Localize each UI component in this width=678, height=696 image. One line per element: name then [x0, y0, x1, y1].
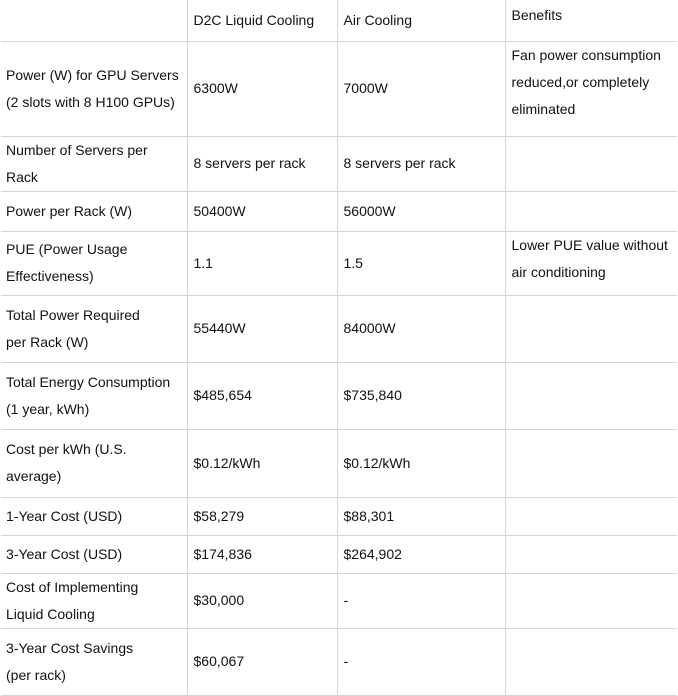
d2c-value-cell: 55440W	[187, 295, 337, 362]
row-label-line: Power per Rack (W)	[6, 202, 133, 219]
air-value-cell: $264,902	[337, 535, 505, 573]
air-value-cell: -	[337, 573, 505, 628]
row-label-line: (per rack)	[6, 666, 66, 683]
air-value-cell: 56000W	[337, 191, 505, 231]
d2c-value-cell: 50400W	[187, 191, 337, 231]
table-row	[1, 628, 677, 695]
d2c-value-cell: 1.1	[187, 231, 337, 295]
air-value-cell: $88,301	[337, 497, 505, 535]
row-label-cell	[1, 497, 187, 535]
benefit-cell	[505, 136, 677, 191]
row-label-line: (2 slots with 8 H100 GPUs)	[6, 93, 175, 110]
benefit-cell	[505, 628, 677, 695]
row-label-cell	[1, 191, 187, 231]
d2c-value-cell: $485,654	[187, 362, 337, 429]
row-label-line: (1 year, kWh)	[6, 400, 90, 417]
row-label-line: per Rack (W)	[6, 333, 89, 350]
air-value-cell: 1.5	[337, 231, 505, 295]
d2c-value-cell: $58,279	[187, 497, 337, 535]
row-label-cell	[1, 573, 187, 628]
benefit-line: air conditioning	[511, 263, 606, 280]
benefit-cell	[505, 497, 677, 535]
benefit-line: Fan power consumption	[511, 46, 661, 63]
row-label-cell	[1, 362, 187, 429]
row-label-line: Effectiveness)	[6, 268, 94, 284]
benefit-cell	[505, 362, 677, 429]
table-row	[1, 362, 677, 429]
row-label-line: Cost per kWh (U.S. average)	[6, 441, 127, 484]
d2c-value-cell: $174,836	[187, 535, 337, 573]
benefit-cell	[505, 535, 677, 573]
air-value-cell: $735,840	[337, 362, 505, 429]
air-value-cell: -	[337, 628, 505, 695]
row-label-line: Power (W) for GPU Servers	[6, 66, 179, 83]
row-label-cell	[1, 136, 187, 191]
header-cell-benefits: Benefits	[505, 0, 677, 41]
row-label-line: PUE (Power Usage	[6, 241, 128, 257]
row-label-line: Cost of Implementing	[6, 578, 139, 595]
table-row	[1, 535, 677, 573]
d2c-value-cell: $0.12/kWh	[187, 429, 337, 497]
header-cell-d2c: D2C Liquid Cooling	[187, 0, 337, 41]
header-cell-air: Air Cooling	[337, 0, 505, 41]
row-label-cell	[1, 41, 187, 136]
benefit-line: reduced,or completely	[511, 73, 650, 90]
row-label-line: Total Energy Consumption	[6, 373, 171, 390]
row-label-cell	[1, 628, 187, 695]
table-row	[1, 231, 677, 295]
table-row	[1, 573, 677, 628]
air-value-cell: 84000W	[337, 295, 505, 362]
row-label-cell	[1, 429, 187, 497]
table-row	[1, 497, 677, 535]
row-label-line: 1-Year Cost (USD)	[6, 507, 123, 524]
d2c-value-cell: 6300W	[187, 41, 337, 136]
air-value-cell: $0.12/kWh	[337, 429, 505, 497]
benefit-cell	[505, 191, 677, 231]
air-value-cell: 8 servers per rack	[337, 136, 505, 191]
table-row	[1, 136, 677, 191]
benefit-cell	[505, 295, 677, 362]
benefit-cell	[505, 231, 677, 295]
row-label-line: Number of Servers per Rack	[6, 141, 148, 185]
row-label-line: 3-Year Cost (USD)	[6, 545, 123, 562]
d2c-value-cell: 8 servers per rack	[187, 136, 337, 191]
d2c-value-cell: $60,067	[187, 628, 337, 695]
row-label-line: Liquid Cooling	[6, 605, 95, 622]
benefit-line: Lower PUE value without	[511, 236, 668, 253]
row-label-cell	[1, 295, 187, 362]
table-row	[1, 191, 677, 231]
header-row	[1, 0, 677, 41]
row-label-line: 3-Year Cost Savings	[6, 639, 134, 656]
benefit-cell	[505, 429, 677, 497]
table-row	[1, 41, 677, 136]
table-row	[1, 295, 677, 362]
benefit-cell	[505, 41, 677, 136]
table-row	[1, 429, 677, 497]
table-body	[1, 0, 677, 695]
benefit-line: eliminated	[511, 100, 576, 117]
d2c-value-cell: $30,000	[187, 573, 337, 628]
cooling-comparison-table	[1, 0, 677, 696]
row-label-cell	[1, 231, 187, 295]
header-cell-empty	[1, 0, 187, 41]
air-value-cell: 7000W	[337, 41, 505, 136]
row-label-line: Total Power Required	[6, 306, 140, 323]
benefit-cell	[505, 573, 677, 628]
row-label-cell	[1, 535, 187, 573]
